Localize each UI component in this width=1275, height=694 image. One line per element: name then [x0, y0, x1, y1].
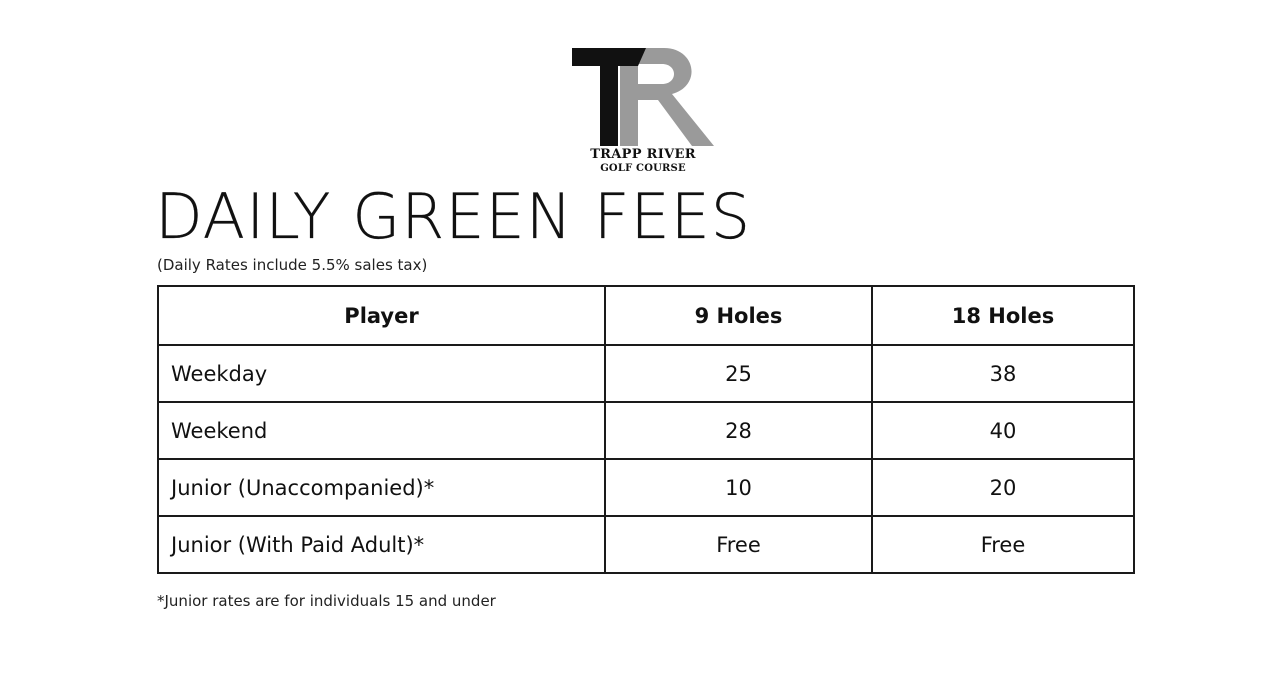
header-player: Player [158, 286, 605, 345]
tr-monogram-icon [568, 42, 718, 146]
player-cell: Junior (With Paid Adult)* [158, 516, 605, 573]
table-header-row [158, 286, 1134, 345]
table-row [158, 516, 1134, 573]
eighteen-holes-cell: 20 [872, 459, 1134, 516]
nine-holes-cell: 10 [605, 459, 872, 516]
logo-name-line1: TRAPP RIVER [590, 147, 696, 162]
junior-footnote: *Junior rates are for individuals 15 and under [157, 592, 496, 610]
eighteen-holes-cell: 38 [872, 345, 1134, 402]
eighteen-holes-cell: 40 [872, 402, 1134, 459]
trapp-river-logo [568, 42, 718, 182]
player-cell: Weekday [158, 345, 605, 402]
eighteen-holes-cell: Free [872, 516, 1134, 573]
table-row [158, 345, 1134, 402]
nine-holes-cell: 25 [605, 345, 872, 402]
player-cell: Weekend [158, 402, 605, 459]
nine-holes-cell: 28 [605, 402, 872, 459]
tax-note: (Daily Rates include 5.5% sales tax) [157, 256, 428, 274]
player-cell: Junior (Unaccompanied)* [158, 459, 605, 516]
table-row [158, 459, 1134, 516]
green-fees-table [157, 285, 1135, 574]
nine-holes-cell: Free [605, 516, 872, 573]
table-row [158, 402, 1134, 459]
page-title: DAILY GREEN FEES [155, 180, 752, 253]
header-9-holes: 9 Holes [605, 286, 872, 345]
logo-name-line2: GOLF COURSE [600, 163, 686, 174]
header-18-holes: 18 Holes [872, 286, 1134, 345]
